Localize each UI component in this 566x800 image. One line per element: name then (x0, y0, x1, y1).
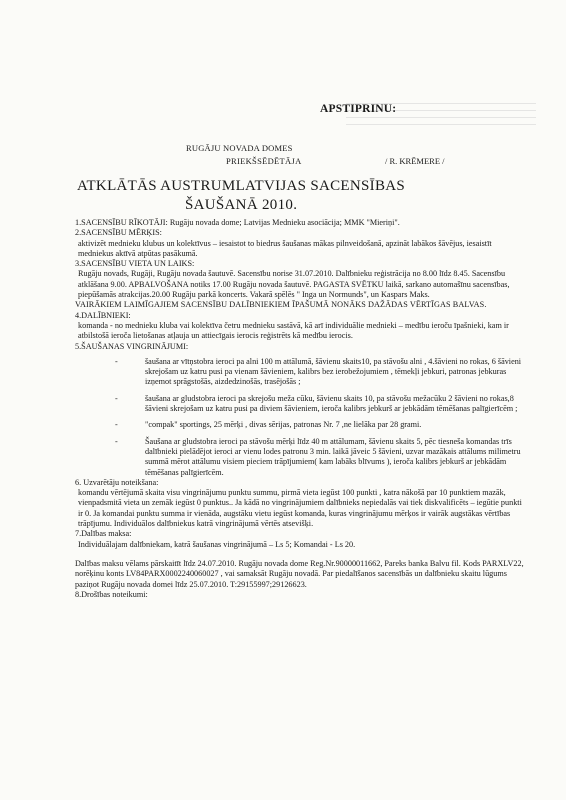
section-safety-heading: 8.Drošības noteikumi: (75, 589, 148, 599)
section-organizers: 1.SACENSĪBU RĪKOTĀJI: Rugāju novada dome; Latvijas Mednieku asociācija; MMK "Mieriņi". (75, 218, 400, 227)
exercise-item (75, 394, 525, 415)
prizes-announcement: VAIRĀKIEM LAIMĪGAJIEM SACENSĪBU DALĪBNIEKIEM ĪPAŠUMĀ NONĀKS DAŽĀDAS VĒRTĪGAS BALVAS. (75, 300, 487, 310)
signer-name: / R. KRĒMERE / (385, 156, 445, 166)
signer-role: PRIEKŠSĒDĒTĀJA (226, 156, 302, 166)
section-place-text: Rugāju novads, Rugāji, Rugāju novada šautuvē. Sacensību norise 31.07.2010. Dalībnieku reģistrācija no 8.00 līdz 8.45. Sacensību atklāšana 9.00. APBALVOŠANA notiks 17.00 Rugāju novada šautuvē. PAGASTA SVĒTKU laikā, sarkano automašīnu sacensības, piepūšamās atrakcijas.20.00 Rugāju parkā koncerts. Vakarā spēlēs " Inga un Normunds", un Kaspars Maks. (78, 269, 510, 300)
document-subtitle: ŠAUŠANĀ 2010. (185, 197, 298, 213)
section-place-heading: 3.SACENSĪBU VIETA UN LAIKS: (75, 259, 195, 269)
exercise-text: šaušana ar gludstobra ieroci pa skrejošu meža cūku, šāvienu skaits 10, pa stāvošu mežacūku 2 šāvieni no rokas,8 šāvieni skrejošam uz katru pusi pa diviem šāvieniem, ieroča kalibrs jebkurš ar jebkādām tēmēšanas palīgierīcēm ; (145, 393, 518, 414)
exercise-text: Šaušana ar gludstobra ieroci pa stāvošu mērķi līdz 40 m attālumam, šāvienu skaits 5, pēc tiesneša komandas trīs dalībnieki pielādējot ieroci ar vienu lodes patronu 3 min. laikā jāveic 5 šāvieni, uzvar mazākais attālums milimetru summā mērot attālumu visiem pieciem trāpījumiem( kam labāks blīvums ), ieroča kalibrs jebkurš ar jebkādām tēmēšanas palīgierīcēm. (145, 436, 521, 477)
exercise-text: šaušana ar vītņstobra ieroci pa alni 100 m attālumā, šāvienu skaits10, pa stāvošu alni , 4.šāvieni no rokas, 6 šāvieni skrejošam uz katru pusi pa vienam šāvieniem, kalibrs bez ierobežojumiem , tēmekļi jebkuri, patronas jebkuras izņemot sprāgstošās, aizdedzinošās, trasējošās ; (145, 356, 522, 387)
exercise-item (75, 357, 525, 388)
section-winners-heading: 6. Uzvarētāju noteikšana: (75, 477, 159, 487)
approval-heading: APSTIPRINU: (320, 103, 397, 115)
organization-name: RUGĀJU NOVADA DOMES (186, 143, 293, 153)
document-title: ATKLĀTĀS AUSTRUMLATVIJAS SACENSĪBAS (77, 178, 406, 194)
bullet-dash-icon: - (115, 436, 118, 446)
section-exercises-heading: 5.ŠAUŠANAS VINGRINĀJUMI: (75, 341, 189, 351)
section-goal-text: aktivizēt mednieku klubus un kolektīvus – iesaistot to biedrus šaušanas mākas pilnveidošanā, apzināt labākos šāvējus, iesaistīt medniekus aktīvā atpūtas pasākumā. (78, 238, 492, 258)
document-body (75, 218, 525, 600)
section-fee-text: Individuālajam dalībniekam, katrā šaušanas vingrinājumā – Ls 5; Komandai - Ls 20. (78, 539, 356, 549)
bullet-dash-icon: - (115, 356, 118, 366)
payment-info: Dalības maksu vēlams pārskaitīt līdz 24.07.2010. Rugāju novada dome Reg.Nr.90000011662, Pareks banka Balvu fil. Kods PARXLV22, norēķinu konts LV84PARX0002240060027 , vai samaksāt Rugāju novadā. Par piedalīšanos sacensībās un dalībnieku skaitu lūgums paziņot Rugāju novada domei līdz 25.07.2010. T:29155997;29126623. (75, 558, 524, 589)
section-fee-heading: 7.Dalības maksa: (75, 529, 132, 539)
exercise-item (75, 437, 525, 478)
section-goal-heading: 2.SACENSĪBU MĒRĶIS: (75, 228, 162, 238)
section-winners-text: komandu vērtējumā skaita visu vingrinājumu punktu summu, pirmā vieta iegūst 100 punkti , katra nākošā par 10 punktiem mazāk, vienpadsmitā vieta un zemāk iegūst 0 punktus.. Ja kādā no vingrinājumiem dalībnieks nepiedalās vai tiek diskvalificēts – iegūtie punkti ir 0. Ja komandai punktu summa ir vienāda, augstāku vietu iegūst komanda, kuras vingrinājumu mērķos ir vairāk augstākas vērtības trāpījumu. Individuālos dalībniekus katrā vingrinājumā vērtēs atsevišķi. (78, 488, 522, 529)
bullet-dash-icon: - (115, 393, 118, 403)
bullet-dash-icon: - (115, 420, 118, 430)
exercise-item (75, 420, 525, 430)
exercise-text: "compak" sportings, 25 mērķi , divas sērijas, patronas Nr. 7 ,ne lielāka par 28 grami. (145, 420, 422, 430)
section-participants-text: komanda - no mednieku kluba vai kolektīva četru mednieku sastāvā, kā arī individuālie mednieki – medību ieroču īpašnieki, kam ir atbilstošā ieroča lietošanas atļauja un attiecīgais ierocis reģistrēts kā medību ierocis. (78, 320, 509, 341)
section-participants-heading: 4.DALĪBNIEKI: (75, 310, 131, 320)
